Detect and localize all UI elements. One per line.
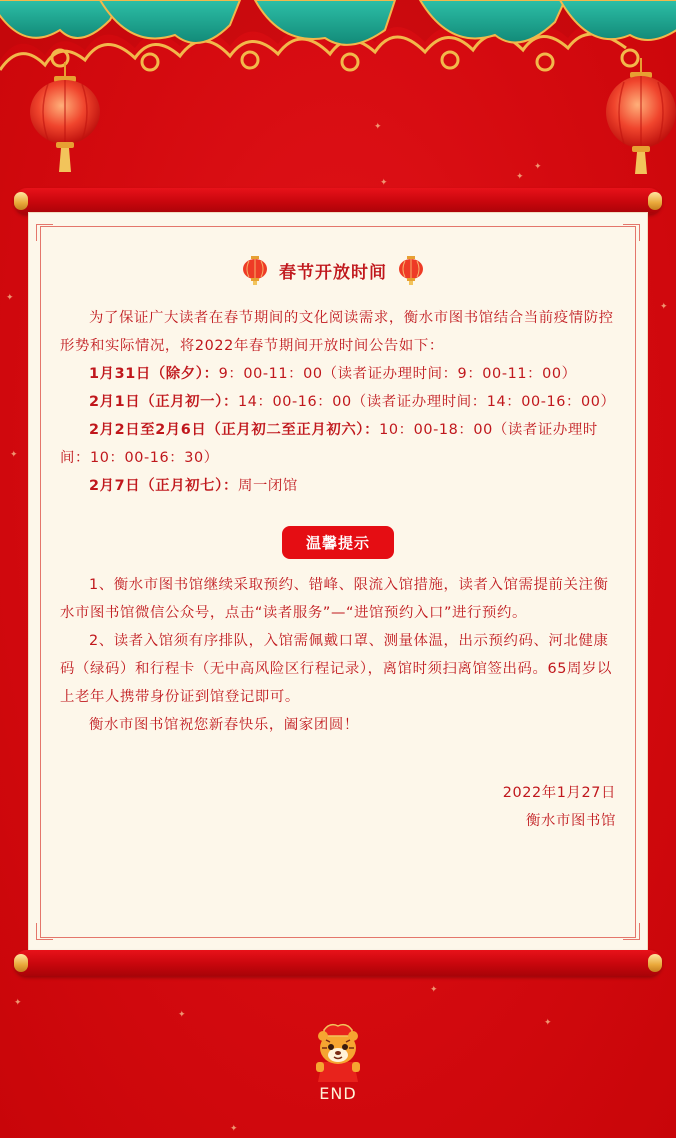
lantern-left-icon bbox=[30, 62, 100, 172]
scroll-rod-bottom bbox=[14, 950, 662, 976]
notice-heading bbox=[50, 248, 616, 292]
scroll-rod-top bbox=[14, 188, 662, 214]
schedule-time: 14：00-16：00（读者证办理时间：14：00-16：00） bbox=[237, 394, 616, 410]
schedule-time: 9：00-11：00（读者证办理时间：9：00-11：00） bbox=[218, 366, 577, 382]
schedule-item bbox=[60, 388, 616, 416]
schedule-item bbox=[60, 472, 616, 500]
sparkle-icon: ✦ bbox=[516, 172, 524, 182]
schedule-time: 10：00-18：00（读者证办理时间：10：00-16：30） bbox=[60, 422, 598, 466]
sparkle-icon: ✦ bbox=[430, 985, 438, 995]
top-cloud-decoration bbox=[0, 0, 676, 200]
tips-badge: 温馨提示 bbox=[282, 526, 394, 559]
greeting-paragraph: 衡水市图书馆祝您新春快乐，阖家团圆！ bbox=[89, 717, 359, 733]
sparkle-icon: ✦ bbox=[374, 122, 382, 132]
lantern-icon bbox=[241, 255, 269, 285]
sparkle-icon: ✦ bbox=[380, 178, 388, 188]
end-label: END bbox=[319, 1084, 357, 1103]
intro-paragraph: 为了保证广大读者在春节期间的文化阅读需求，衡水市图书馆结合当前疫情防控形势和实际情况，将2022年春节期间开放时间公告如下： bbox=[60, 310, 614, 354]
schedule-time: 周一闭馆 bbox=[237, 478, 298, 494]
sparkle-icon: ✦ bbox=[230, 1124, 238, 1134]
schedule-date: 2月1日（正月初一）： bbox=[89, 394, 238, 410]
sparkle-icon: ✦ bbox=[178, 1010, 186, 1020]
tip-paragraph: 2、读者入馆须有序排队，入馆需佩戴口罩、测量体温，出示预约码、河北健康码（绿码）和行程卡（无中高风险区行程记录），离馆时须扫离馆签出码。65周岁以上老年人携带身份证到馆登记即可。 bbox=[60, 633, 612, 705]
schedule-item bbox=[60, 360, 616, 388]
lantern-icon bbox=[397, 255, 425, 285]
lantern-right-icon bbox=[606, 58, 676, 174]
schedule-date: 1月31日（除夕）： bbox=[89, 366, 219, 382]
tip-paragraph: 1、衡水市图书馆继续采取预约、错峰、限流入馆措施，读者入馆需提前关注衡水市图书馆微信公众号，点击“读者服务”—“进馆预约入口”进行预约。 bbox=[60, 577, 609, 621]
signature-date: 2022年1月27日 bbox=[502, 785, 616, 801]
sparkle-icon: ✦ bbox=[10, 450, 18, 460]
signature-org: 衡水市图书馆 bbox=[526, 813, 616, 829]
schedule-item bbox=[60, 416, 616, 472]
sparkle-icon: ✦ bbox=[534, 162, 542, 172]
tiger-icon bbox=[308, 1022, 368, 1082]
sparkle-icon: ✦ bbox=[660, 302, 668, 312]
sparkle-icon: ✦ bbox=[14, 998, 22, 1008]
schedule-date: 2月7日（正月初七）： bbox=[89, 478, 238, 494]
sparkle-icon: ✦ bbox=[6, 293, 14, 303]
sparkle-icon: ✦ bbox=[544, 1018, 552, 1028]
notice-title: 春节开放时间 bbox=[279, 262, 387, 283]
schedule-date: 2月2日至2月6日（正月初二至正月初六）： bbox=[89, 422, 380, 438]
notice-content bbox=[60, 248, 616, 835]
